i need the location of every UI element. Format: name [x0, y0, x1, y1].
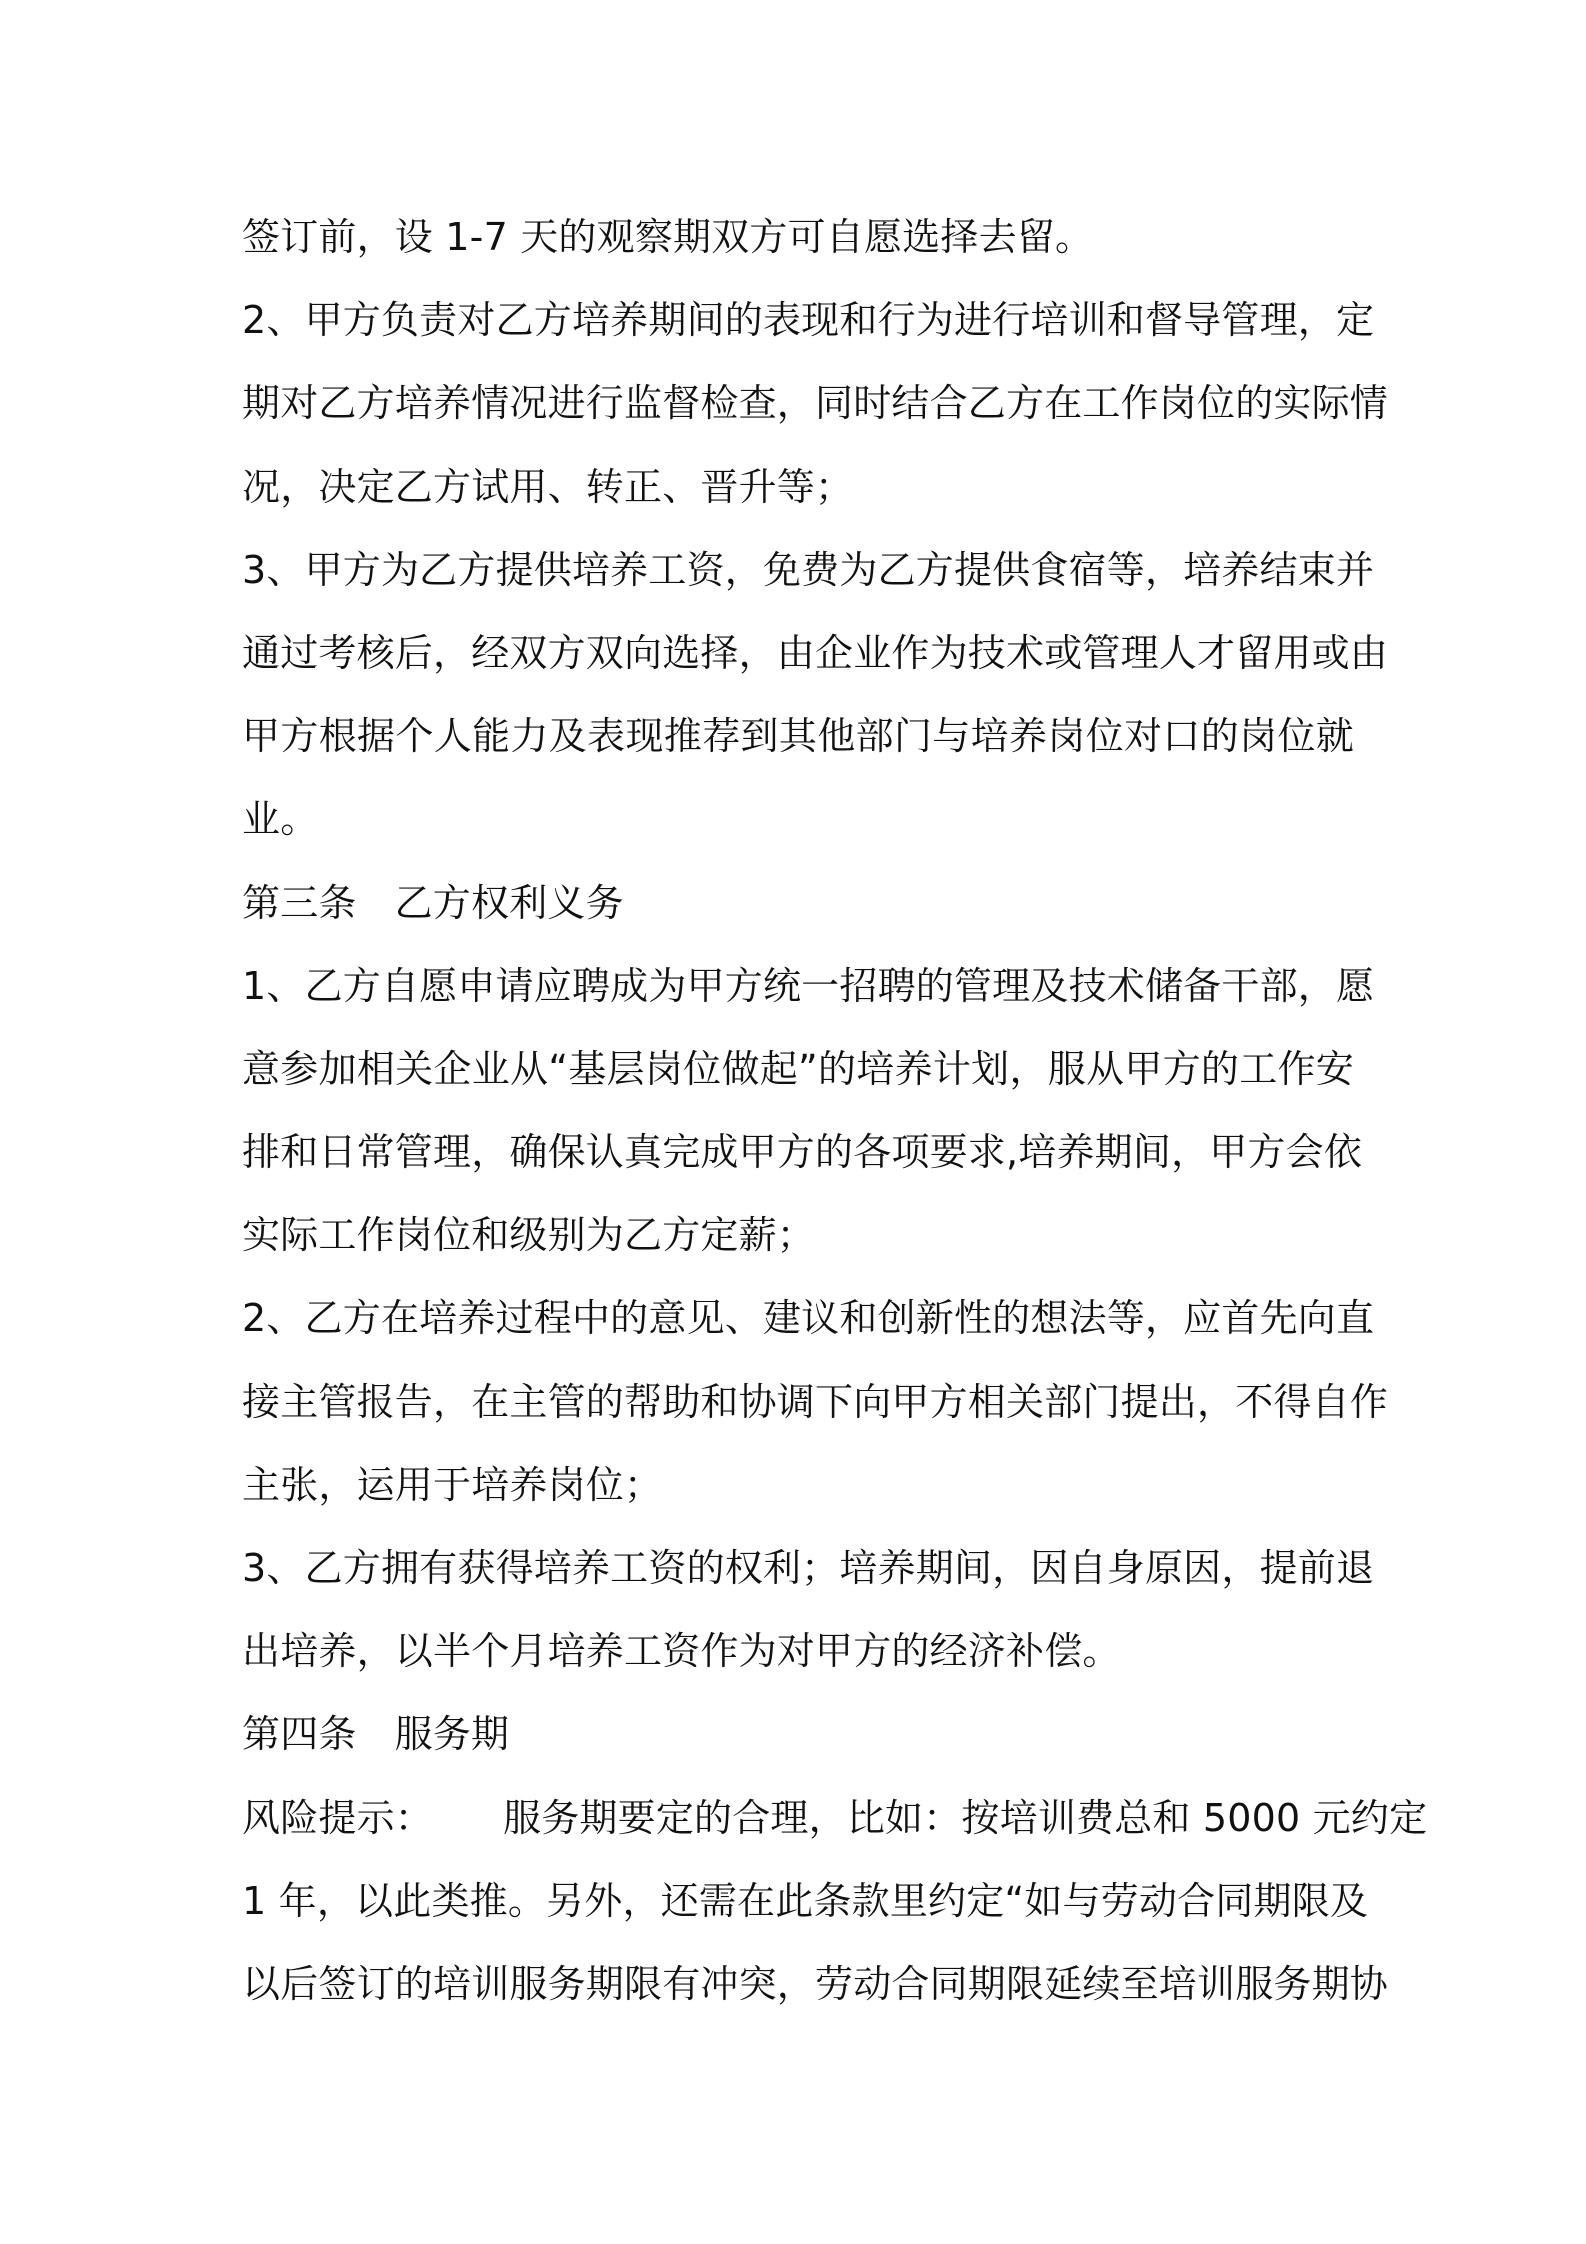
paragraph-line: 3、乙方拥有获得培养工资的权利；培养期间，因自身原因，提前退	[242, 1546, 1375, 1590]
paragraph-line: 1、乙方自愿申请应聘成为甲方统一招聘的管理及技术储备干部，愿	[242, 963, 1375, 1008]
risk-text: 服务期要定的合理，比如：按培训费总和 5000 元约定	[503, 1795, 1428, 1840]
paragraph-line: 接主管报告，在主管的帮助和协调下向甲方相关部门提出，不得自作	[242, 1379, 1389, 1424]
article-heading	[242, 1693, 1354, 1776]
risk-note-line	[242, 1777, 1428, 1860]
paragraph-line: 况，决定乙方试用、转正、晋升等；	[242, 464, 854, 509]
paragraph-line: 甲方根据个人能力及表现推荐到其他部门与培养岗位对口的岗位就	[242, 714, 1354, 759]
article-number: 第四条	[242, 1712, 357, 1757]
paragraph-line: 2、乙方在培养过程中的意见、建议和创新性的想法等，应首先向直	[242, 1296, 1375, 1341]
paragraph-line: 排和日常管理，确保认真完成甲方的各项要求,培养期间，甲方会依	[242, 1130, 1363, 1175]
paragraph-line: 1 年，以此类推。另外，还需在此条款里约定“如与劳动合同期限及	[242, 1878, 1369, 1923]
document-body	[242, 196, 1428, 2026]
paragraph-line: 以后签订的培训服务期限有冲突，劳动合同期限延续至培训服务期协	[242, 1961, 1389, 2006]
article-title: 服务期	[394, 1712, 510, 1757]
paragraph-line: 业。	[242, 797, 319, 842]
paragraph-line: 出培养，以半个月培养工资作为对甲方的经济补偿。	[242, 1629, 1121, 1674]
paragraph-line: 签订前，设 1-7 天的观察期双方可自愿选择去留。	[242, 215, 1094, 259]
paragraph-line: 实际工作岗位和级别为乙方定薪；	[242, 1213, 816, 1258]
paragraph-line: 2、甲方负责对乙方培养期间的表现和行为进行培训和督导管理，定	[242, 298, 1375, 343]
paragraph-line: 主张，运用于培养岗位；	[242, 1462, 663, 1507]
article-heading	[242, 862, 1354, 945]
article-title: 乙方权利义务	[394, 880, 624, 925]
paragraph-line: 3、甲方为乙方提供培养工资，免费为乙方提供食宿等，培养结束并	[242, 547, 1375, 592]
paragraph-line: 通过考核后，经双方双向选择，由企业作为技术或管理人才留用或由	[242, 630, 1389, 675]
paragraph-line: 意参加相关企业从“基层岗位做起”的培养计划，服从甲方的工作安	[242, 1046, 1354, 1091]
risk-label: 风险提示：	[242, 1795, 434, 1840]
article-number: 第三条	[242, 880, 357, 925]
paragraph-line: 期对乙方培养情况进行监督检查，同时结合乙方在工作岗位的实际情	[242, 381, 1389, 426]
